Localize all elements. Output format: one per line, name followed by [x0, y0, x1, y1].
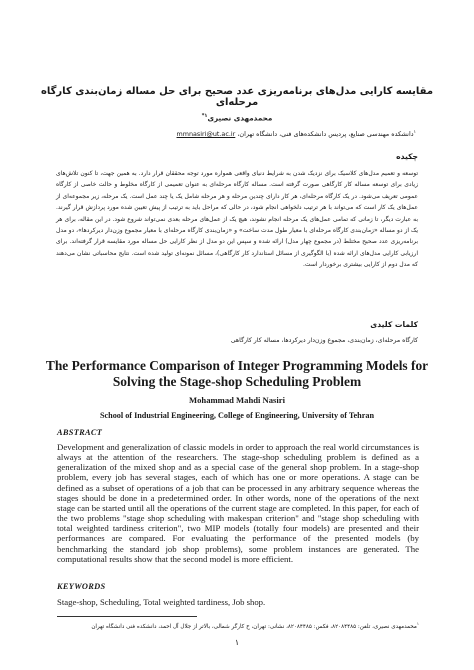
- persian-keywords-heading: کلمات کلیدی: [370, 320, 418, 329]
- persian-affiliation-mark: ۱: [413, 130, 416, 135]
- english-abstract: [57, 442, 419, 564]
- english-affiliation: School of Industrial Engineering, College of Engineering, University of Tehran: [99, 411, 375, 420]
- english-title-line-1: The Performance Comparison of Integer Programming Models for: [45, 358, 429, 373]
- persian-keywords: کارگاه مرحله‌ای، زمان‌بندی، مجموع وزن‌دار دیرکردها، مساله کار کارگاهی: [230, 337, 418, 344]
- english-keywords: Stage-shop, Scheduling, Total weighted tardiness, Job shop.: [57, 597, 266, 607]
- persian-abstract: توسعه و تعمیم مدل‌های کلاسیک برای نزدیک شدن به شرایط دنیای واقعی همواره مورد توجه محققان قرار دارد. به همین جهت، تا کنون تلاش‌های زیادی برای توسعه مساله کار کارگاهی صورت گرفته است. مساله کارگاه مرحله‌ای به عنوان تعمیمی از کارگاه مخلوط و حالت خاصی از کارگاه عمومی تعریف می‌شود. در یک کارگاه مرحله‌ای، هر کار دارای چندین مرحله و هر مرحله شامل یک یا چند عمل است. یک مرحله، زیر مجموعه‌ای از عمل‌های یک کار است که می‌تواند با هر ترتیب دلخواهی انجام شود، در حالی که مراحل باید به ترتیب از پیش تعیین شده مورد پردازش قرار گیرند. به عبارت دیگر، تا زمانی که تمامی عمل‌های یک مرحله انجام نشوند، هیچ یک از عمل‌های مرحله بعدی نمی‌تواند شروع شود. در این مقاله، برای هر یک از دو مساله «زمان‌بندی کارگاه مرحله‌ای با معیار طول مدت ساخت» و «زمان‌بندی کارگاه مرحله‌ای با معیار مجموع وزن‌دار دیرکردها»، دو مدل برنامه‌ریزی عدد صحیح مختلط (در مجموع چهار مدل) ارائه شده و سپس این دو مدل از نظر کارایی حل مساله مورد مقایسه قرار گرفته‌اند. برای ارزیابی کارایی مدل‌های ارائه شده (با الگوگیری از مسائل استاندارد کار کارگاهی)، مسائل نمونه‌ای تولید شده است. نتایج محاسباتی نشان می‌دهند که مدل دوم از کارایی بیشتری برخوردار است.: [56, 170, 418, 269]
- persian-author-mark: ۱*: [201, 113, 208, 119]
- page-number: ۱: [234, 638, 240, 647]
- english-keywords-heading: KEYWORDS: [57, 582, 106, 591]
- persian-author: [40, 113, 434, 122]
- footnote-text: محمدمهدی نصیری، تلفن: ۸۲۰۸۴۴۸۵، فکس: ۸۲۰۸۴۴۸۵، نشانی: تهران، خ کارگر شمالی، بالاتر از جلال آل احمد، دانشکده فنی دانشگاه تهران: [91, 623, 417, 630]
- english-abstract-heading: ABSTRACT: [57, 428, 103, 437]
- english-title-line-2: Solving the Stage-shop Scheduling Problem: [112, 374, 362, 389]
- persian-affiliation-text: دانشکده مهندسی صنایع، پردیس دانشکده‌های فنی، دانشگاه تهران،: [237, 130, 414, 139]
- english-author: Mohammad Mahdi Nasiri: [189, 395, 285, 405]
- persian-author-name: محمدمهدی نصیری: [207, 113, 273, 123]
- english-abstract-text: Development and generalization of classic models in order to approach the real world circumstances is always at the attention of the researchers. The stage-shop scheduling problem is defined as a generalization of the mixed shop and as a special case of the general shop problem. In a stage-shop problem, every job has several stages, each of which has one or more operations. A stage can be defined as a subset of operations of a job that can be processed in any arbitrary sequence whereas the stages should be done in a predetermined order. In other words, none of the operations of the next stage can be started until all the operations of the current stage are completed. In this paper, for each of the two problems "stage shop scheduling with makespan criterion" and "stage shop scheduling with total weighted tardiness criterion", two MIP models (totally four models) are presented and their performances are compared. For evaluating the performance of the presented models (by benchmarking the standard job shop problems), some problem instances are generated. The computational results show that the second model is more efficient.: [57, 442, 419, 564]
- footnote-mark: ۱: [416, 621, 419, 626]
- english-title: [40, 358, 434, 390]
- persian-title: مقایسه کارایی مدل‌های برنامه‌ریزی عدد صحیح برای حل مساله زمان‌بندی کارگاه مرحله‌ای: [40, 86, 434, 108]
- persian-abstract-heading: چکیده: [396, 152, 418, 161]
- persian-affiliation: [56, 130, 416, 138]
- footnote: [57, 621, 419, 630]
- author-email-link[interactable]: mmnasiri@ut.ac.ir: [176, 130, 236, 139]
- footnote-divider: [57, 616, 197, 617]
